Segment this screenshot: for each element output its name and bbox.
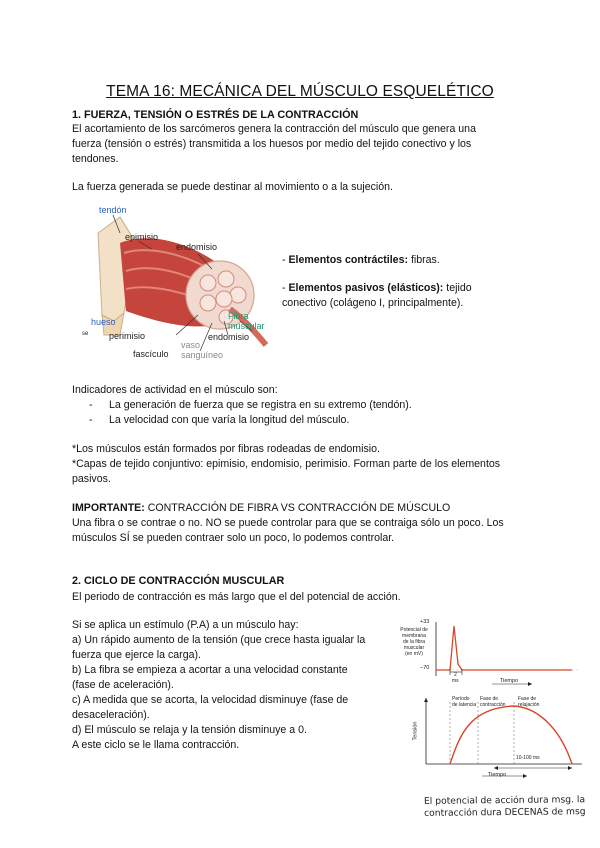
ap-y-label-line: de la fibra <box>403 639 425 645</box>
text-line: b) La fibra se empieza a acortar a una velocidad constante <box>72 664 348 676</box>
ap-y-bottom: −70 <box>420 665 430 671</box>
note-layers: *Capas de tejido conjuntivo: epimisio, endomisio, perimisio. Forman parte de los elementos <box>72 458 501 470</box>
phase-latency <box>452 696 476 708</box>
ap-y-label-line: (en mV) <box>405 651 423 657</box>
contractile-elements-line: - Elementos contráctiles: fibras. <box>282 254 440 266</box>
ap-x-label: Tiempo <box>500 678 519 684</box>
action-potential-graph <box>392 618 587 690</box>
text-line: fuerza que ejerce la carga). <box>72 649 201 661</box>
twitch-tension-graph <box>412 694 587 780</box>
ap-y-label <box>394 627 434 657</box>
phase-relaxation <box>518 696 539 708</box>
label-fibra: Fibra <box>228 311 249 321</box>
passive-elements-line: - Elementos pasivos (elásticos): tejido <box>282 282 472 294</box>
text-line: a) Un rápido aumento de la tensión (que crece hasta igualar la <box>72 634 366 646</box>
contractile-elements-text: fibras. <box>408 254 440 266</box>
text-line: Si se aplica un estímulo (P.A) a un músculo hay: <box>72 619 299 631</box>
indicators-intro: Indicadores de actividad en el músculo son: <box>72 384 278 396</box>
note-layers-cont: pasivos. <box>72 473 111 485</box>
important-label: IMPORTANTE: <box>72 502 145 514</box>
label-tendon: tendón <box>99 205 127 215</box>
section-2-heading: 2. CICLO DE CONTRACCIÓN MUSCULAR <box>72 575 285 587</box>
phase-label-line: contracción <box>480 702 506 708</box>
ap-y-top: +33 <box>420 619 430 625</box>
label-epimisio: epimisio <box>125 232 159 242</box>
label-muscular: muscular <box>228 321 265 331</box>
twitch-duration: 10-100 ms <box>516 755 540 761</box>
elements-description <box>282 253 532 311</box>
notes <box>72 442 542 487</box>
label-endomisio-top: endomisio <box>176 242 218 252</box>
phase-label-line: Fase de <box>518 696 537 702</box>
text-line: tendones. <box>72 153 119 165</box>
section-2-intro: El periodo de contracción es más largo que el del potencial de acción. <box>72 591 401 603</box>
passive-elements-line-2: conectivo (colágeno I, principalmente). <box>282 297 464 309</box>
important-title: CONTRACCIÓN DE FIBRA VS CONTRACCIÓN DE MÚSCULO <box>144 502 451 514</box>
force-destination-text: La fuerza generada se puede destinar al movimiento o a la sujeción. <box>72 181 393 193</box>
label-hueso: hueso <box>91 317 116 327</box>
important-line: Una fibra o se contrae o no. NO se puede controlar para que se contraiga sólo un poco. Los <box>72 517 504 529</box>
ap-y-label-line: Potencial de <box>400 627 428 633</box>
phase-label-line: Período <box>452 696 470 702</box>
phase-contraction <box>480 696 506 708</box>
handwritten-line: contracción dura DECENAS de msg <box>424 806 586 819</box>
ap-duration: 2 <box>454 672 457 678</box>
ap-duration-unit: ms <box>452 678 459 684</box>
label-sanguineo: sanguíneo <box>181 350 224 360</box>
text-line: fuerza (tensión o estrés) transmitida a los huesos por medio del tejido conectivo y los <box>72 138 472 150</box>
label-se: se <box>82 331 89 337</box>
label-perimisio: perimisio <box>109 331 146 341</box>
passive-elements-term: Elementos pasivos (elásticos): <box>288 282 444 294</box>
text-line: (fase de aceleración). <box>72 679 174 691</box>
important-line: músculos SÍ se pueden contraer solo un poco, lo podemos controlar. <box>72 532 395 544</box>
text-line: desaceleración). <box>72 709 150 721</box>
handwritten-line: El potencial de acción dura msg. la <box>423 794 586 807</box>
note-endomisio: *Los músculos están formados por fibras rodeadas de endomisio. <box>72 443 380 455</box>
ap-y-label-line: membrana <box>402 633 426 639</box>
label-fasciculo: fascículo <box>133 349 169 359</box>
phase-label-line: de latencia <box>452 702 477 708</box>
muscle-anatomy-figure <box>80 203 272 363</box>
passive-elements-text: tejido <box>443 282 472 294</box>
list-item: - La velocidad con que varía la longitud del músculo. <box>89 414 350 426</box>
list-item-text: La generación de fuerza que se registra en su extremo (tendón). <box>109 399 412 411</box>
text-line: A este ciclo se le llama contracción. <box>72 739 240 751</box>
section-1-paragraph <box>72 122 542 167</box>
ap-y-label-line: muscular <box>403 645 425 651</box>
list-item-text: La velocidad con que varía la longitud del músculo. <box>109 414 350 426</box>
page-title: TEMA 16: MECÁNICA DEL MÚSCULO ESQUELÉTICO <box>106 83 494 101</box>
list-item: - La generación de fuerza que se registra en su extremo (tendón). <box>89 399 412 411</box>
text-line: c) A medida que se acorta, la velocidad disminuye (fase de <box>72 694 349 706</box>
activity-indicators <box>72 383 542 428</box>
tension-y-label: Tensión <box>412 721 419 741</box>
text-line: El acortamiento de los sarcómeros genera la contracción del músculo que genera una <box>72 123 476 135</box>
label-endomisio-bottom: endomisio <box>208 332 250 342</box>
twitch-x-label: Tiempo <box>488 772 507 778</box>
phase-label-line: relajación <box>518 702 540 708</box>
section-1-heading: 1. FUERZA, TENSIÓN O ESTRÉS DE LA CONTRACCIÓN <box>72 109 359 121</box>
important-block <box>72 501 542 546</box>
contraction-cycle-text <box>72 618 390 753</box>
important-heading <box>72 501 542 516</box>
label-vaso: vaso <box>181 340 201 350</box>
handwritten-note <box>424 794 594 820</box>
contractile-elements-term: Elementos contráctiles: <box>288 254 408 266</box>
text-line: d) El músculo se relaja y la tensión disminuye a 0. <box>72 724 307 736</box>
phase-label-line: Fase de <box>480 696 499 702</box>
